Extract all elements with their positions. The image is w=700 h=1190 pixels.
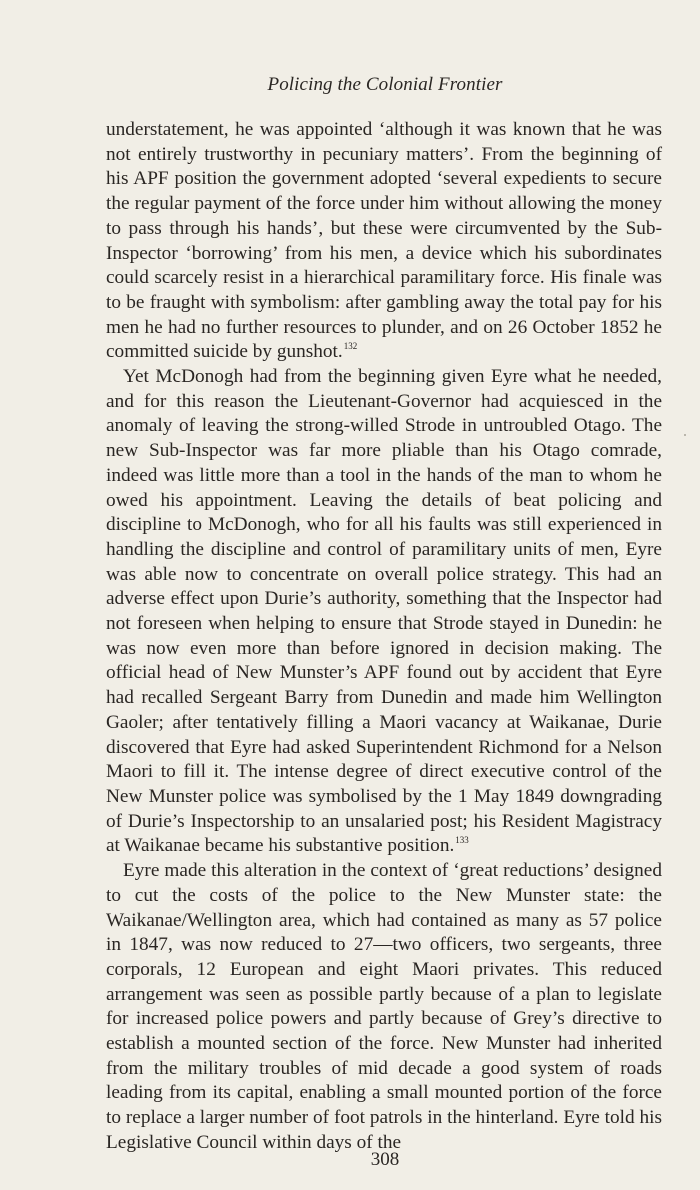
paragraph-1 <box>106 118 662 365</box>
body-text <box>106 118 662 1156</box>
page-number: 308 <box>370 1149 400 1170</box>
paragraph-text: Eyre made this alteration in the context of ‘great reductions’ designed to cut the costs of the police to the New Munster state: the Waikanae/Wellington area, which had contained as many as 57 police in 1847, was now reduced to 27—two officers, two sergeants, three corporals, 12 European and eight Maori privates. This reduced arrangement was seen as possible partly because of a plan to legislate for increased police powers and partly because of Grey’s directive to establish a mounted section of the force. New Munster had inherited from the military troubles of mid decade a good system of roads leading from its capital, enabling a small mounted portion of the force to replace a larger number of foot patrols in the hinterland. Eyre told his Legislative Council within days of the <box>106 860 662 1153</box>
footnote-ref: 133 <box>455 835 469 846</box>
paragraph-3 <box>106 859 662 1155</box>
paragraph-2 <box>106 365 662 859</box>
page-speck <box>684 434 686 436</box>
paragraph-text: Yet McDonogh had from the beginning given Eyre what he needed, and for this reason the Lieutenant-Governor had acquiesced in the anomaly of leaving the strong-willed Strode in untroubled Otago. The new Sub-Inspector was far more pliable than his Otago comrade, indeed was little more than a tool in the hands of the man to whom he owed his appointment. Leaving the details of beat policing and discipline to McDonogh, who for all his faults was still experienced in handling the discipline and control of paramilitary units of men, Eyre was able now to concentrate on overall police strategy. This had an adverse effect upon Durie’s authority, something that the Inspector had not foreseen when helping to ensure that Strode stayed in Dunedin: he was now even more than before ignored in decision making. The official head of New Munster’s APF found out by accident that Eyre had recalled Sergeant Barry from Dunedin and made him Wellington Gaoler; after tentatively filling a Maori vacancy at Waikanae, Durie discovered that Eyre had asked Superintendent Richmond for a Nelson Maori to fill it. The intense degree of direct executive control of the New Munster police was symbolised by the 1 May 1849 downgrading of Durie’s Inspectorship to an unsalaried post; his Resident Magistracy at Waikanae became his substantive position. <box>106 366 662 857</box>
footnote-ref: 132 <box>343 341 358 352</box>
running-head: Policing the Colonial Frontier <box>267 74 503 95</box>
paragraph-text: understatement, he was appointed ‘although it was known that he was not entirely trustworthy in pecuniary matters’. From the beginning of his APF position the government adopted ‘several expedients to secure the regular payment of the force under him without allowing the money to pass through his hands’, but these were circumvented by the Sub-Inspector ‘borrowing’ from his men, a device which his subordinates could scarcely resist in a hierarchical paramilitary force. His finale was to be fraught with symbolism: after gambling away the total pay for his men he had no further resources to plunder, and on 26 October 1852 he committed suicide by gunshot. <box>106 119 662 363</box>
